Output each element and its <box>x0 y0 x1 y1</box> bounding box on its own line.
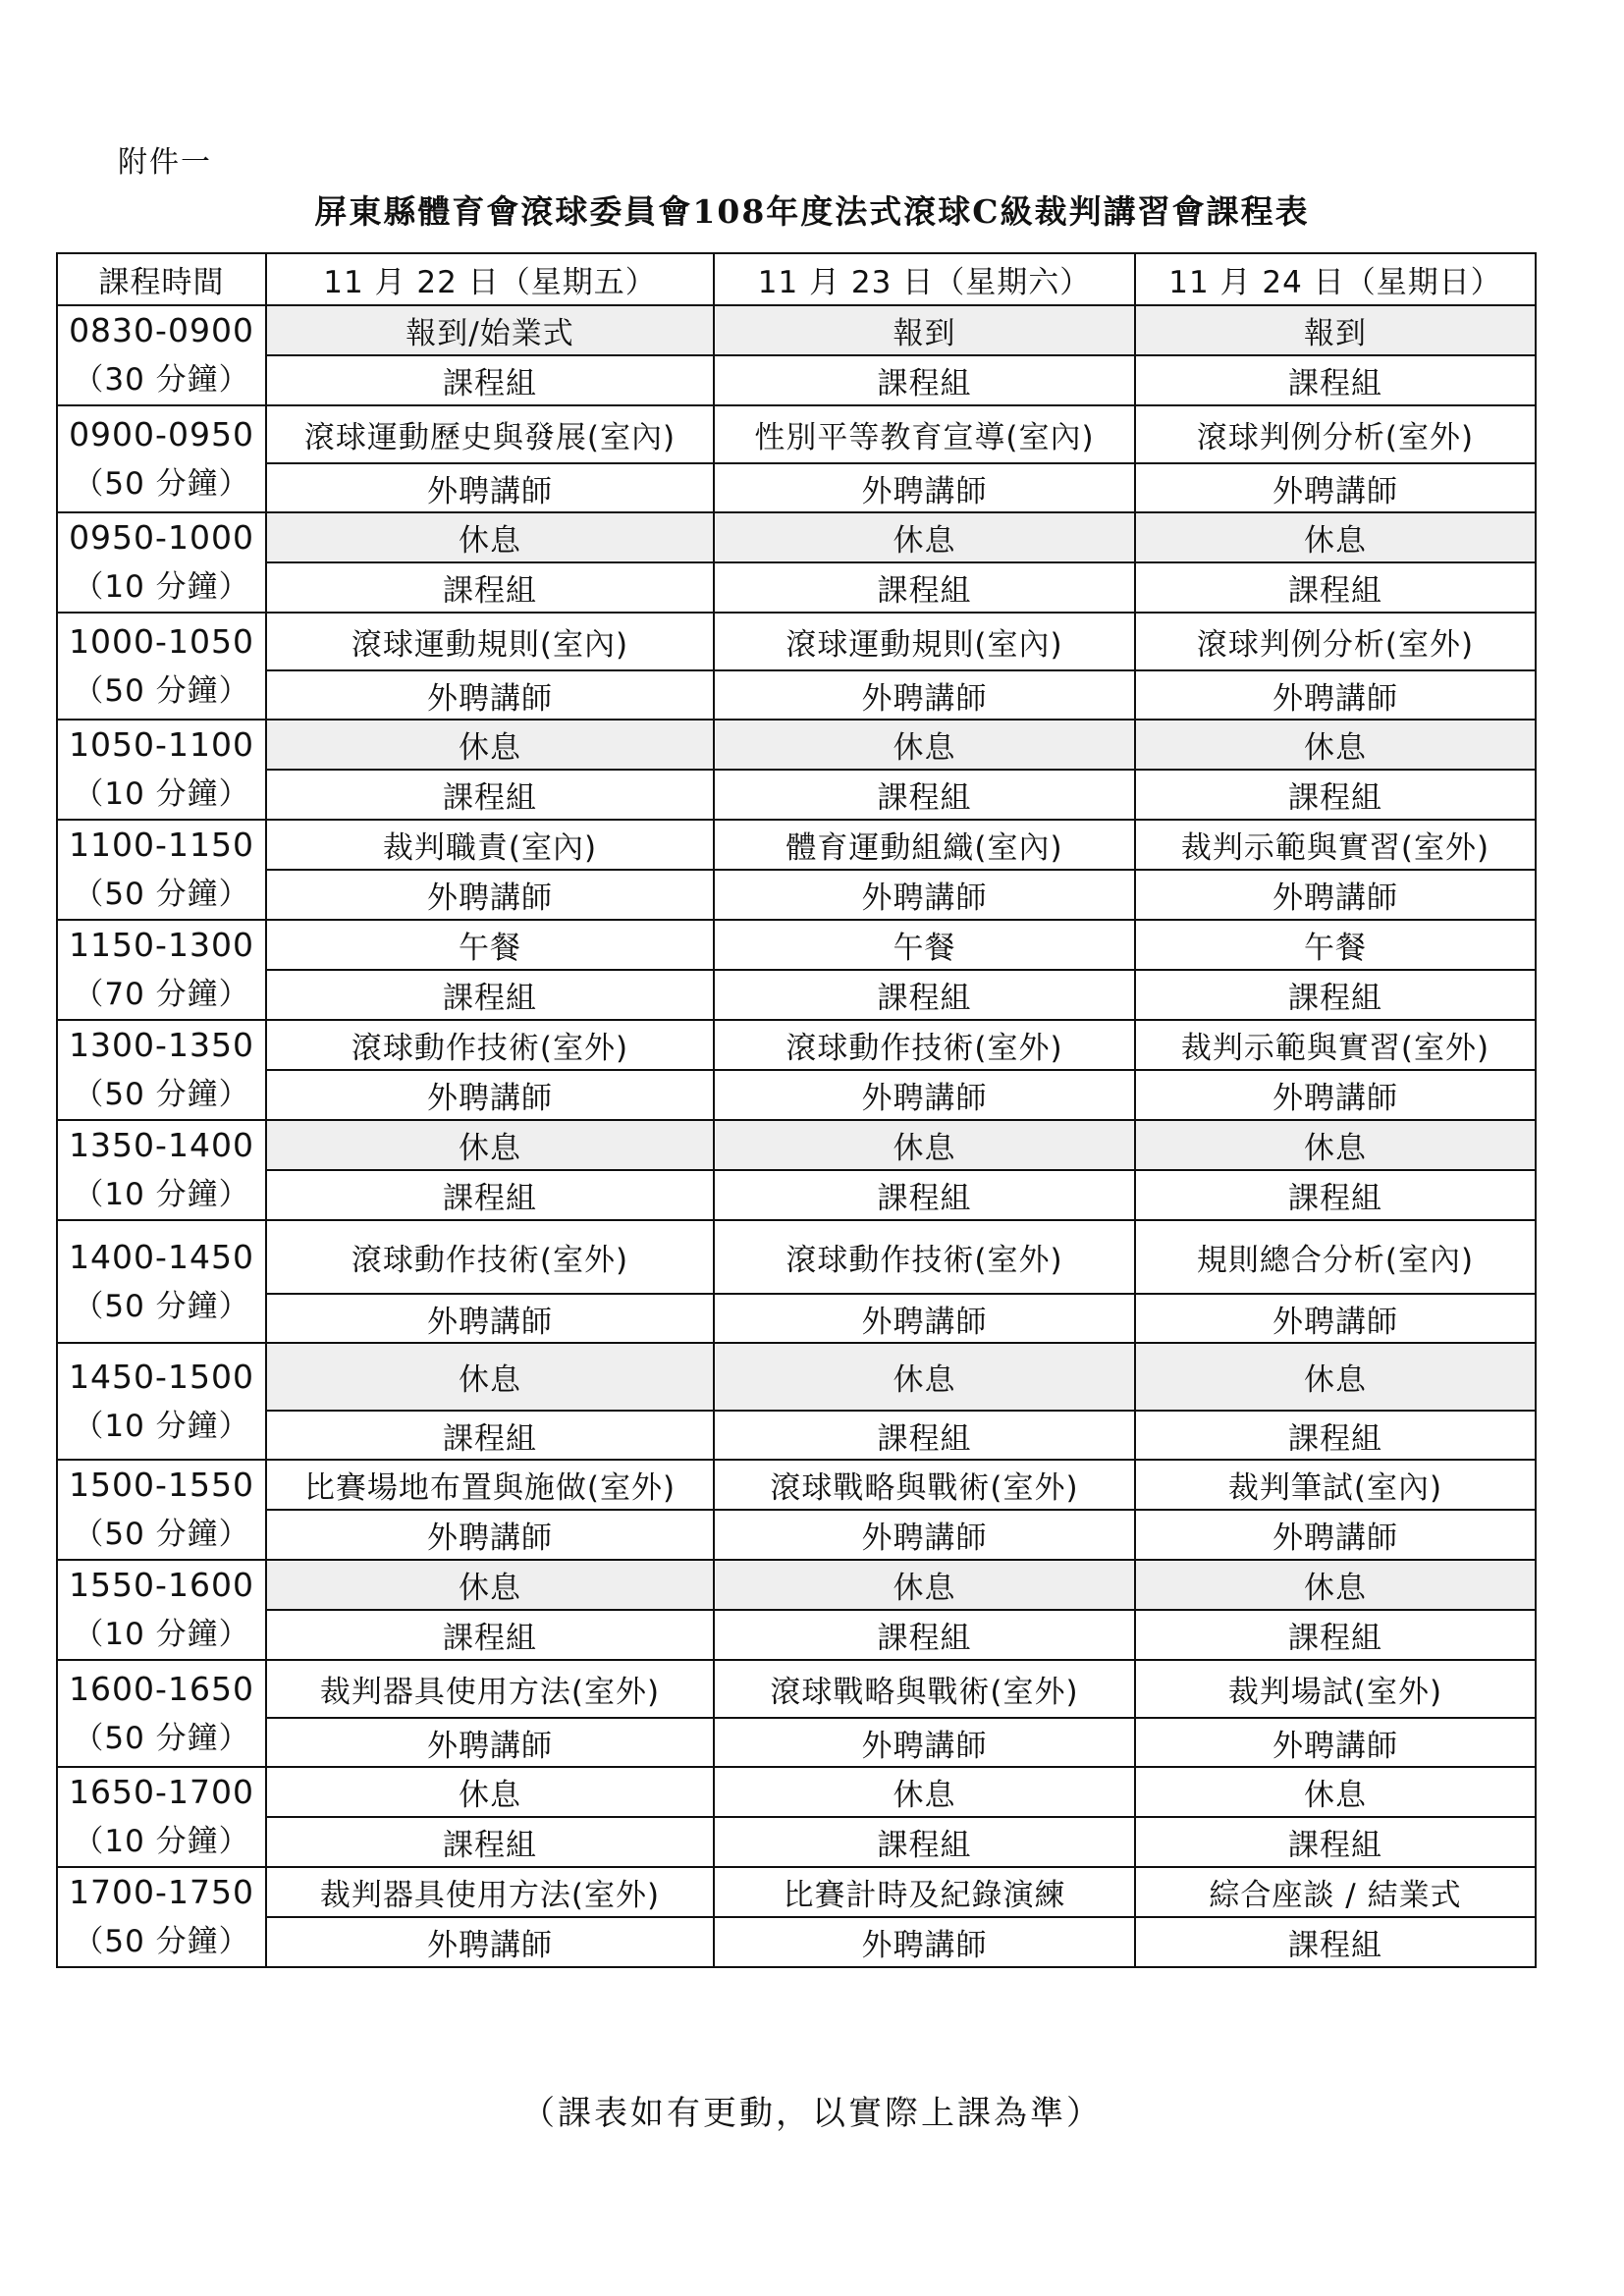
course-cell: 滾球運動規則(室內) <box>266 613 714 670</box>
time-cell <box>57 1343 266 1460</box>
course-cell: 規則總合分析(室內) <box>1135 1220 1536 1294</box>
course-cell: 午餐 <box>1135 920 1536 970</box>
teacher-cell: 外聘講師 <box>714 463 1135 512</box>
time-cell <box>57 1220 266 1343</box>
course-row <box>57 305 1536 355</box>
course-cell: 休息 <box>714 1343 1135 1411</box>
schedule-table <box>56 252 1537 1968</box>
course-row <box>57 1767 1536 1817</box>
duration: （50 分鐘） <box>73 1924 250 1959</box>
teacher-cell: 課程組 <box>266 562 714 613</box>
course-row <box>57 820 1536 870</box>
duration: （50 分鐘） <box>73 877 250 912</box>
time-range: 1400-1450 <box>69 1237 254 1276</box>
course-cell: 滾球戰略與戰術(室外) <box>714 1460 1135 1510</box>
course-cell: 滾球判例分析(室外) <box>1135 405 1536 463</box>
duration: （50 分鐘） <box>73 672 250 709</box>
course-row <box>57 1867 1536 1917</box>
course-cell: 比賽場地布置與施做(室外) <box>266 1460 714 1510</box>
teacher-cell: 課程組 <box>714 770 1135 820</box>
course-cell: 綜合座談 / 結業式 <box>1135 1867 1536 1917</box>
course-cell: 休息 <box>266 1560 714 1610</box>
time-cell <box>57 1120 266 1220</box>
course-cell: 裁判場試(室外) <box>1135 1660 1536 1718</box>
time-cell <box>57 720 266 820</box>
teacher-cell: 外聘講師 <box>1135 463 1536 512</box>
duration: （50 分鐘） <box>73 1077 250 1112</box>
teacher-row <box>57 870 1536 920</box>
teacher-cell: 課程組 <box>266 970 714 1020</box>
course-cell: 休息 <box>1135 1560 1536 1610</box>
teacher-cell: 外聘講師 <box>1135 670 1536 720</box>
teacher-cell: 課程組 <box>1135 1170 1536 1220</box>
teacher-cell: 課程組 <box>266 355 714 405</box>
time-range: 0900-0950 <box>69 414 254 454</box>
teacher-cell: 課程組 <box>1135 1917 1536 1967</box>
teacher-cell: 外聘講師 <box>266 1510 714 1560</box>
course-cell: 休息 <box>1135 720 1536 770</box>
duration: （50 分鐘） <box>73 1288 250 1324</box>
teacher-cell: 課程組 <box>714 355 1135 405</box>
time-range: 1700-1750 <box>69 1873 254 1911</box>
header-day-3: 11 月 24 日（星期日） <box>1135 253 1536 305</box>
teacher-cell: 外聘講師 <box>714 1510 1135 1560</box>
course-cell: 午餐 <box>266 920 714 970</box>
time-cell <box>57 1867 266 1967</box>
time-cell <box>57 613 266 720</box>
teacher-row <box>57 1817 1536 1867</box>
teacher-cell: 外聘講師 <box>266 870 714 920</box>
teacher-cell: 外聘講師 <box>266 463 714 512</box>
course-cell: 休息 <box>266 1120 714 1170</box>
teacher-row <box>57 1510 1536 1560</box>
teacher-row <box>57 1411 1536 1460</box>
time-cell <box>57 305 266 405</box>
teacher-cell: 課程組 <box>1135 970 1536 1020</box>
course-cell: 滾球動作技術(室外) <box>266 1220 714 1294</box>
teacher-cell: 課程組 <box>714 562 1135 613</box>
course-cell: 休息 <box>266 1343 714 1411</box>
duration: （50 分鐘） <box>73 465 250 502</box>
course-row <box>57 613 1536 670</box>
duration: （70 分鐘） <box>73 977 250 1012</box>
course-cell: 休息 <box>714 720 1135 770</box>
course-cell: 裁判示範與實習(室外) <box>1135 1020 1536 1070</box>
duration: （10 分鐘） <box>73 1617 250 1652</box>
course-cell: 滾球動作技術(室外) <box>714 1020 1135 1070</box>
teacher-cell: 外聘講師 <box>714 870 1135 920</box>
course-cell: 休息 <box>714 512 1135 562</box>
time-range: 1450-1500 <box>69 1357 254 1396</box>
course-cell: 比賽計時及紀錄演練 <box>714 1867 1135 1917</box>
teacher-row <box>57 770 1536 820</box>
teacher-cell: 課程組 <box>714 970 1135 1020</box>
time-range: 0950-1000 <box>69 518 254 557</box>
time-range: 1300-1350 <box>69 1026 254 1064</box>
teacher-cell: 課程組 <box>714 1610 1135 1660</box>
teacher-row <box>57 1917 1536 1967</box>
time-range: 1550-1600 <box>69 1566 254 1604</box>
course-row <box>57 1020 1536 1070</box>
teacher-row <box>57 463 1536 512</box>
course-row <box>57 1220 1536 1294</box>
course-cell: 裁判筆試(室內) <box>1135 1460 1536 1510</box>
time-cell <box>57 920 266 1020</box>
course-cell: 滾球動作技術(室外) <box>266 1020 714 1070</box>
header-day-2: 11 月 23 日（星期六） <box>714 253 1135 305</box>
course-cell: 休息 <box>1135 512 1536 562</box>
duration: （10 分鐘） <box>73 1408 250 1444</box>
duration: （10 分鐘） <box>73 776 250 812</box>
duration: （10 分鐘） <box>73 1177 250 1212</box>
teacher-cell: 課程組 <box>1135 1610 1536 1660</box>
course-cell: 休息 <box>714 1767 1135 1817</box>
teacher-cell: 課程組 <box>1135 1411 1536 1460</box>
teacher-cell: 外聘講師 <box>266 1917 714 1967</box>
time-cell <box>57 405 266 512</box>
course-row <box>57 1120 1536 1170</box>
teacher-cell: 外聘講師 <box>266 1718 714 1767</box>
teacher-cell: 課程組 <box>714 1411 1135 1460</box>
course-cell: 裁判器具使用方法(室外) <box>266 1660 714 1718</box>
course-cell: 休息 <box>1135 1767 1536 1817</box>
course-cell: 報到 <box>714 305 1135 355</box>
time-range: 1100-1150 <box>69 826 254 864</box>
teacher-row <box>57 562 1536 613</box>
course-cell: 體育運動組織(室內) <box>714 820 1135 870</box>
teacher-cell: 外聘講師 <box>1135 1510 1536 1560</box>
course-cell: 滾球動作技術(室外) <box>714 1220 1135 1294</box>
teacher-row <box>57 1170 1536 1220</box>
teacher-row <box>57 1294 1536 1343</box>
teacher-cell: 外聘講師 <box>714 1294 1135 1343</box>
time-cell <box>57 512 266 613</box>
course-cell: 裁判示範與實習(室外) <box>1135 820 1536 870</box>
schedule-body <box>57 305 1536 1967</box>
teacher-cell: 課程組 <box>266 770 714 820</box>
course-row <box>57 1660 1536 1718</box>
time-range: 1350-1400 <box>69 1126 254 1164</box>
duration: （10 分鐘） <box>73 1824 250 1859</box>
time-cell <box>57 1460 266 1560</box>
time-range: 1150-1300 <box>69 926 254 964</box>
header-row <box>57 253 1536 305</box>
teacher-row <box>57 670 1536 720</box>
course-row <box>57 512 1536 562</box>
teacher-cell: 外聘講師 <box>1135 870 1536 920</box>
teacher-row <box>57 355 1536 405</box>
teacher-cell: 課程組 <box>1135 355 1536 405</box>
time-cell <box>57 1660 266 1767</box>
course-cell: 休息 <box>714 1560 1135 1610</box>
header-time: 課程時間 <box>57 253 266 305</box>
teacher-row <box>57 1610 1536 1660</box>
teacher-cell: 課程組 <box>266 1610 714 1660</box>
course-cell: 性別平等教育宣導(室內) <box>714 405 1135 463</box>
time-cell <box>57 1767 266 1867</box>
time-cell <box>57 1020 266 1120</box>
course-row <box>57 920 1536 970</box>
time-range: 1050-1100 <box>69 725 254 764</box>
course-cell: 滾球判例分析(室外) <box>1135 613 1536 670</box>
duration: （50 分鐘） <box>73 1720 250 1756</box>
footnote: （課表如有更動，以實際上課為準） <box>521 2094 1103 2133</box>
teacher-cell: 課程組 <box>266 1817 714 1867</box>
duration: （10 分鐘） <box>73 569 250 605</box>
course-cell: 休息 <box>1135 1343 1536 1411</box>
teacher-row <box>57 970 1536 1020</box>
page-title: 屏東縣體育會滾球委員會108年度法式滾球C級裁判講習會課程表 <box>314 192 1310 231</box>
course-row <box>57 1560 1536 1610</box>
teacher-cell: 課程組 <box>1135 1817 1536 1867</box>
time-cell <box>57 820 266 920</box>
teacher-cell: 課程組 <box>266 1411 714 1460</box>
time-range: 1000-1050 <box>69 621 254 661</box>
teacher-cell: 外聘講師 <box>714 1917 1135 1967</box>
teacher-cell: 課程組 <box>714 1817 1135 1867</box>
course-cell: 滾球運動規則(室內) <box>714 613 1135 670</box>
course-cell: 報到/始業式 <box>266 305 714 355</box>
time-range: 1500-1550 <box>69 1466 254 1504</box>
course-cell: 裁判職責(室內) <box>266 820 714 870</box>
course-cell: 休息 <box>266 512 714 562</box>
course-cell: 休息 <box>266 720 714 770</box>
course-cell: 裁判器具使用方法(室外) <box>266 1867 714 1917</box>
teacher-cell: 課程組 <box>1135 562 1536 613</box>
teacher-cell: 課程組 <box>266 1170 714 1220</box>
course-row <box>57 720 1536 770</box>
course-cell: 休息 <box>714 1120 1135 1170</box>
attachment-label: 附件一 <box>118 145 212 180</box>
time-range: 0830-0900 <box>69 311 254 349</box>
course-cell: 休息 <box>266 1767 714 1817</box>
teacher-cell: 外聘講師 <box>1135 1294 1536 1343</box>
course-cell: 午餐 <box>714 920 1135 970</box>
teacher-cell: 課程組 <box>714 1170 1135 1220</box>
teacher-cell: 課程組 <box>1135 770 1536 820</box>
time-range: 1600-1650 <box>69 1669 254 1708</box>
course-row <box>57 1343 1536 1411</box>
teacher-cell: 外聘講師 <box>714 1070 1135 1120</box>
teacher-cell: 外聘講師 <box>714 1718 1135 1767</box>
time-range: 1650-1700 <box>69 1773 254 1811</box>
teacher-cell: 外聘講師 <box>714 670 1135 720</box>
teacher-cell: 外聘講師 <box>1135 1718 1536 1767</box>
course-cell: 休息 <box>1135 1120 1536 1170</box>
teacher-cell: 外聘講師 <box>266 670 714 720</box>
duration: （30 分鐘） <box>73 362 250 398</box>
teacher-cell: 外聘講師 <box>1135 1070 1536 1120</box>
course-row <box>57 1460 1536 1510</box>
course-cell: 滾球戰略與戰術(室外) <box>714 1660 1135 1718</box>
course-cell: 報到 <box>1135 305 1536 355</box>
duration: （50 分鐘） <box>73 1517 250 1552</box>
course-row <box>57 405 1536 463</box>
teacher-cell: 外聘講師 <box>266 1294 714 1343</box>
header-day-1: 11 月 22 日（星期五） <box>266 253 714 305</box>
time-cell <box>57 1560 266 1660</box>
course-cell: 滾球運動歷史與發展(室內) <box>266 405 714 463</box>
teacher-cell: 外聘講師 <box>266 1070 714 1120</box>
teacher-row <box>57 1070 1536 1120</box>
teacher-row <box>57 1718 1536 1767</box>
